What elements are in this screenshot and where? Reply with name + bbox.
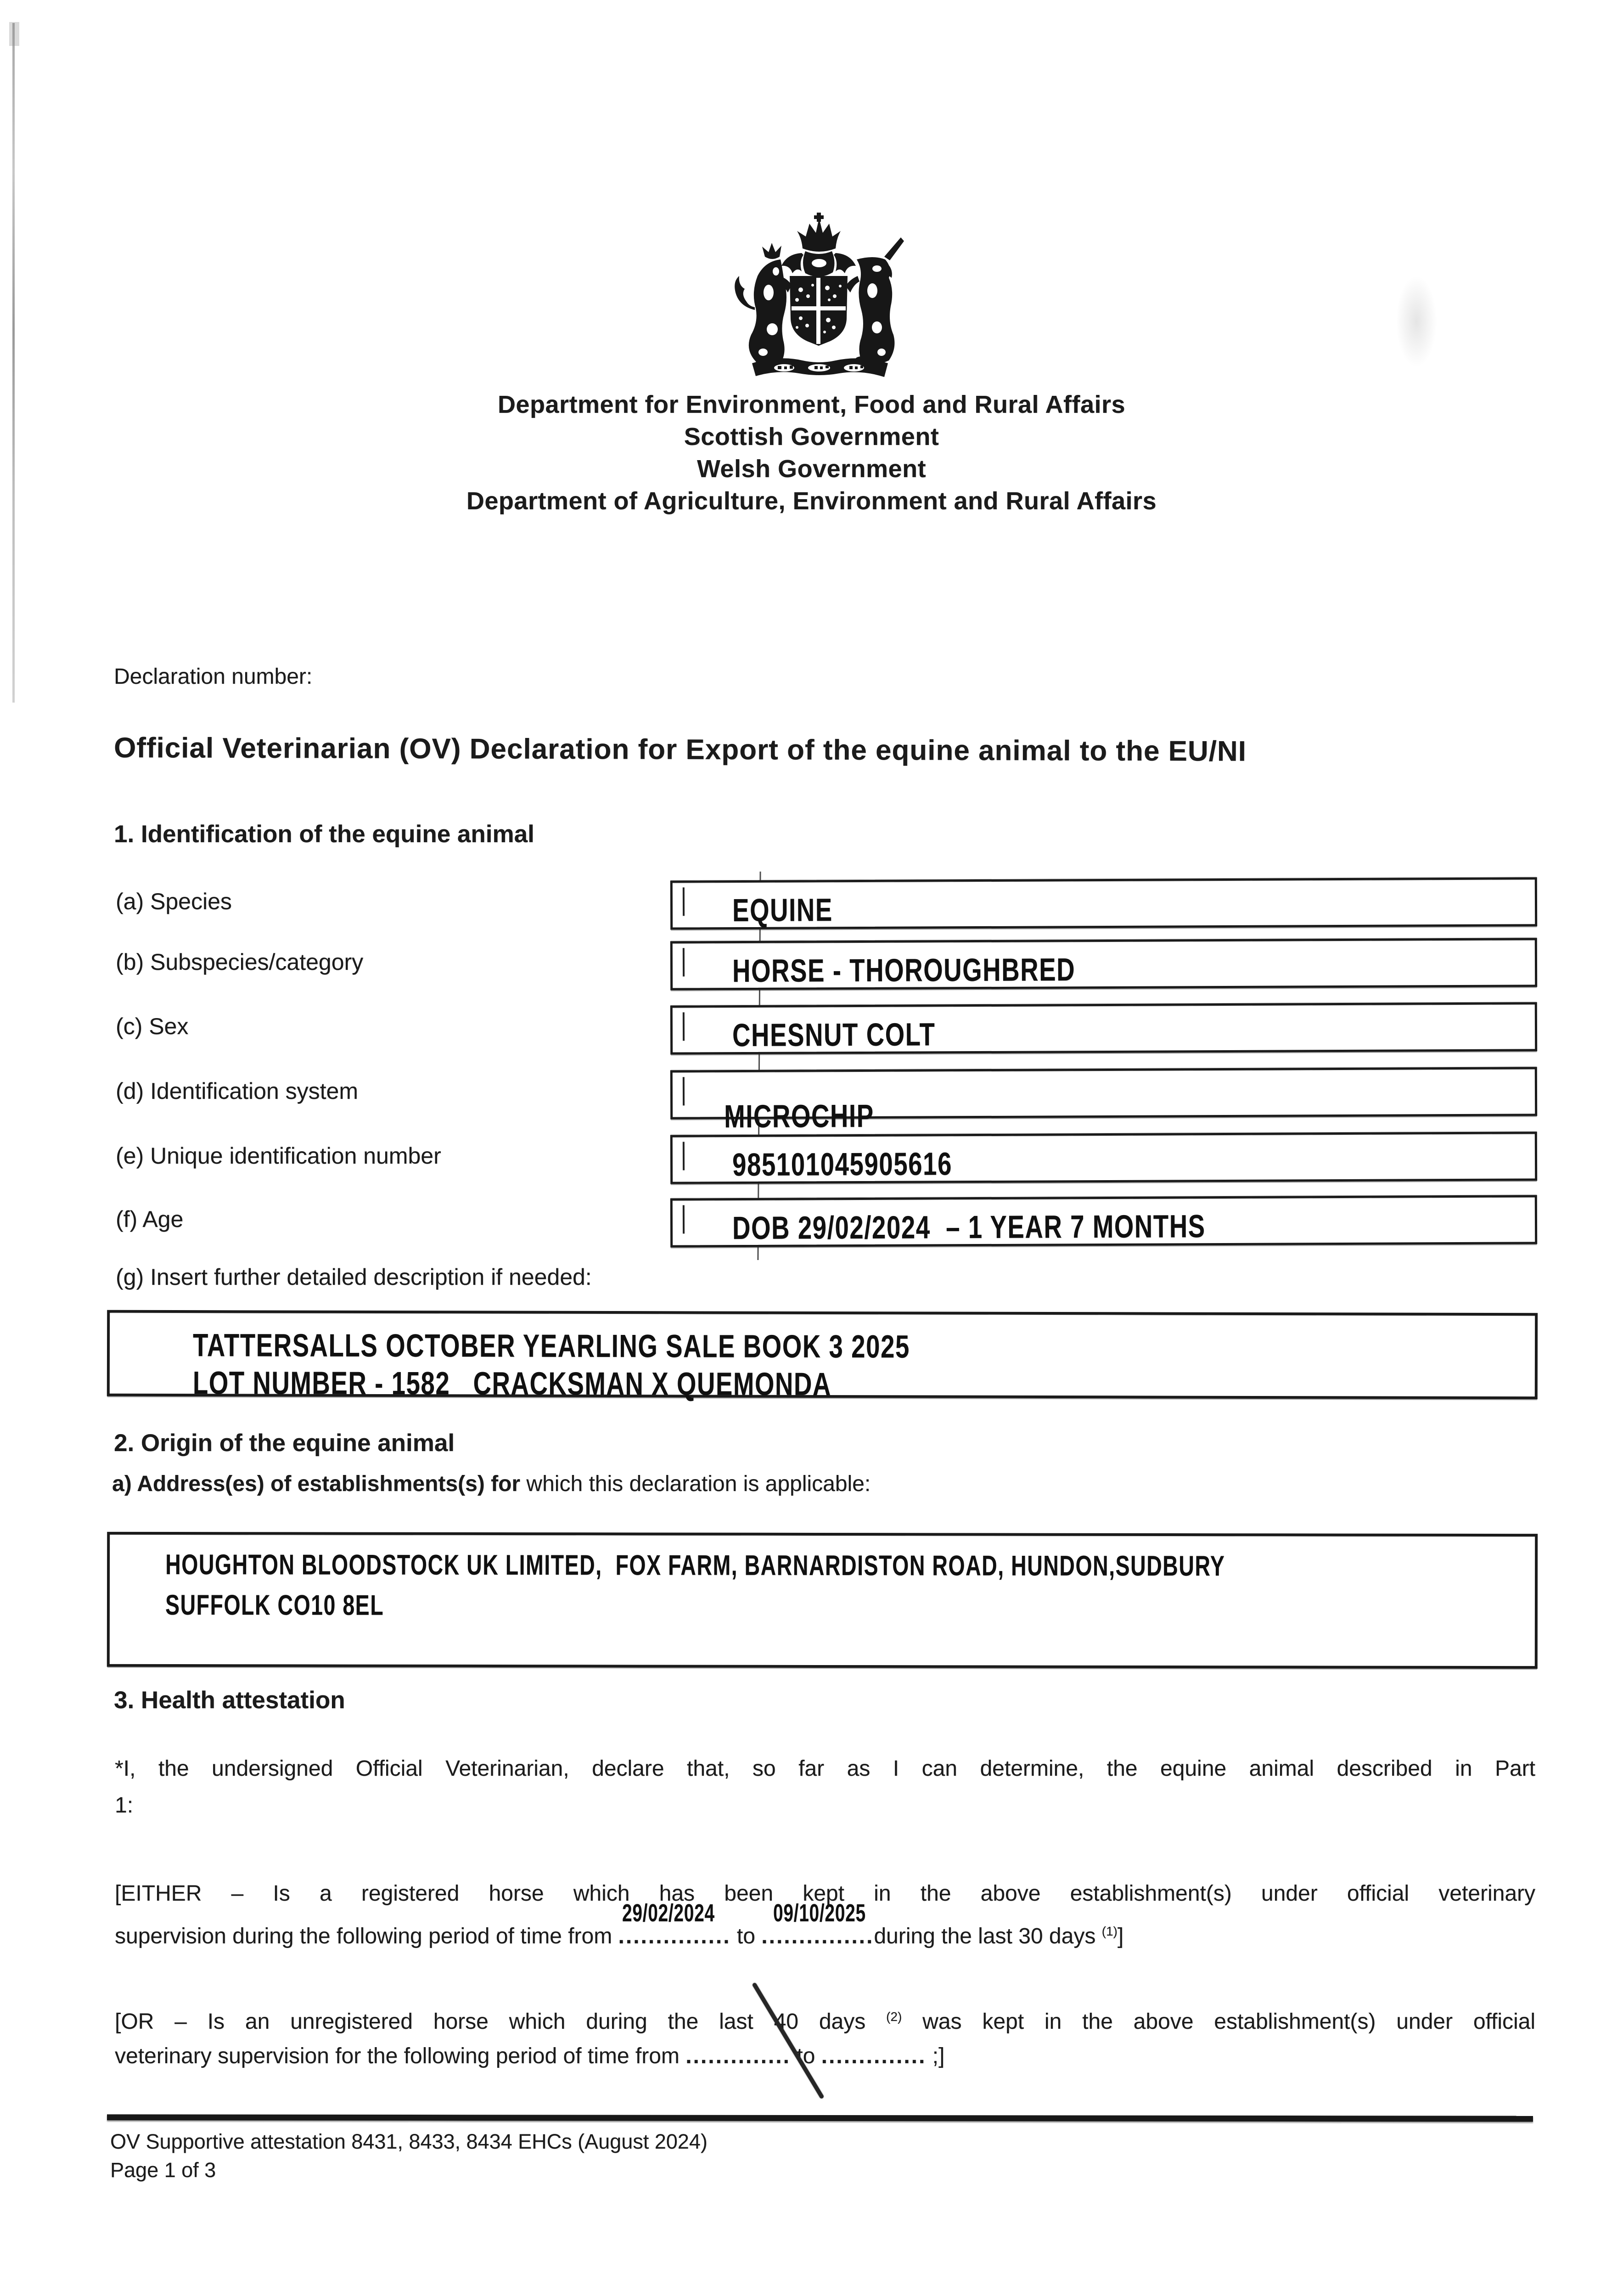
identification-system-value-box [670, 1067, 1537, 1135]
box-tick-mark [683, 948, 685, 977]
field-label-unique-id-number: (e) Unique identification number [116, 1143, 441, 1169]
description-line: LOT NUMBER - 1582 CRACKSMAN X QUEMONDA [192, 1365, 832, 1402]
pen-strike-mark [752, 1982, 824, 2099]
scan-smudge [1396, 276, 1437, 367]
section-3-heading: 3. Health attestation [114, 1687, 345, 1714]
dotted-line: ............... [618, 1924, 731, 1948]
header-departments [0, 388, 1623, 517]
description-line: TATTERSALLS OCTOBER YEARLING SALE BOOK 3 2025 [192, 1327, 910, 1365]
declaration-number-label: Declaration number: [114, 664, 313, 689]
field-label-subspecies: (b) Subspecies/category [116, 949, 364, 975]
address-line: HOUGHTON BLOODSTOCK UK LIMITED, FOX FARM, BARNARDISTON ROAD, HUNDON,SUDBURY [165, 1549, 1225, 1582]
further-description-box [107, 1310, 1538, 1400]
dotted-line: ............... [761, 1924, 874, 1948]
age-value-box [670, 1195, 1537, 1247]
box-tick-mark [683, 1013, 685, 1041]
to-word: to [790, 2044, 821, 2068]
dotted-line: .............. [821, 2044, 927, 2068]
subspecies-value-box [670, 938, 1537, 990]
attestation-intro-line-2: 1: [115, 1793, 134, 1818]
royal-coat-of-arms-icon [711, 211, 927, 387]
from-date-overlay: 29/02/2024 [622, 1899, 715, 1927]
address-label-bold: a) Address(es) of establishments(s) for [112, 1472, 521, 1496]
address-line: SUFFOLK CO10 8EL [165, 1589, 384, 1621]
footer-page-number: Page 1 of 3 [110, 2158, 216, 2182]
to-dotted-line [761, 1899, 874, 1948]
or-line2-post: ;] [926, 2044, 945, 2068]
document-title: Official Veterinarian (OV) Declaration for Export of the equine animal to the EU/NI [113, 732, 1247, 767]
field-label-species: (a) Species [116, 889, 232, 914]
either-clause-line-1: [EITHER – Is a registered horse which has been kept in the above establishment(s) under official veterinary [115, 1881, 1535, 1906]
either-clause-line-2 [115, 1899, 1535, 1950]
footnote-2: (2) [886, 2009, 902, 2024]
department-line: Department for Environment, Food and Rural Affairs [497, 391, 1126, 418]
field-value: MICROCHIP [724, 1097, 874, 1135]
scan-edge-artifact [12, 23, 15, 703]
field-label-sex: (c) Sex [116, 1013, 189, 1039]
unique-id-value-box [670, 1131, 1537, 1184]
footnote-1: (1) [1101, 1924, 1118, 1938]
box-tick-mark [683, 1142, 685, 1171]
department-line: Department of Agriculture, Environment and Rural Affairs [466, 487, 1157, 515]
to-date-overlay: 09/10/2025 [773, 1899, 866, 1927]
box-tick-mark [683, 888, 685, 916]
address-box [107, 1532, 1538, 1669]
department-line: Scottish Government [684, 423, 939, 450]
species-value-box [670, 877, 1537, 929]
field-value: 985101045905616 [732, 1146, 953, 1183]
sex-value-box [670, 1002, 1537, 1054]
either-line2-post: during the last 30 days [874, 1924, 1102, 1948]
box-tick-mark [683, 1205, 685, 1234]
department-line: Welsh Government [696, 455, 927, 483]
to-word: to [730, 1924, 762, 1948]
field-label-age: (f) Age [116, 1206, 184, 1232]
further-description-label: (g) Insert further detailed description if needed: [116, 1264, 592, 1290]
dotted-line: .............. [685, 2044, 791, 2068]
field-label-identification-system: (d) Identification system [116, 1078, 358, 1104]
address-label [112, 1470, 870, 1498]
or-clause-line-2 [115, 2043, 1535, 2070]
footer-attestation-reference: OV Supportive attestation 8431, 8433, 8434 EHCs (August 2024) [110, 2130, 708, 2153]
field-value: CHESNUT COLT [732, 1016, 936, 1053]
or-line1-pre: [OR – Is an unregistered horse which during the last 40 days [115, 2009, 887, 2034]
field-value: EQUINE [732, 892, 833, 929]
either-line2-pre: supervision during the following period of time from [115, 1924, 618, 1948]
box-tick-mark [683, 1077, 685, 1106]
or-clause-line-1 [115, 2003, 1535, 2036]
from-dotted-line [618, 1899, 731, 1948]
either-close-bracket: ] [1117, 1924, 1124, 1948]
section-1-heading: 1. Identification of the equine animal [114, 821, 534, 848]
field-value: HORSE - THOROUGHBRED [732, 951, 1076, 989]
or-line2-pre: veterinary supervision for the following period of time from [115, 2044, 686, 2068]
or-line1-post: was kept in the above establishment(s) under official [902, 2009, 1535, 2034]
section-2-heading: 2. Origin of the equine animal [114, 1429, 455, 1457]
address-label-rest: which this declaration is applicable: [520, 1472, 871, 1496]
field-value: DOB 29/02/2024 – 1 YEAR 7 MONTHS [732, 1208, 1206, 1246]
attestation-intro-line-1: *I, the undersigned Official Veterinarian, declare that, so far as I can determine, the equine animal described in Part [115, 1756, 1535, 1781]
footer-rule [107, 2114, 1533, 2122]
